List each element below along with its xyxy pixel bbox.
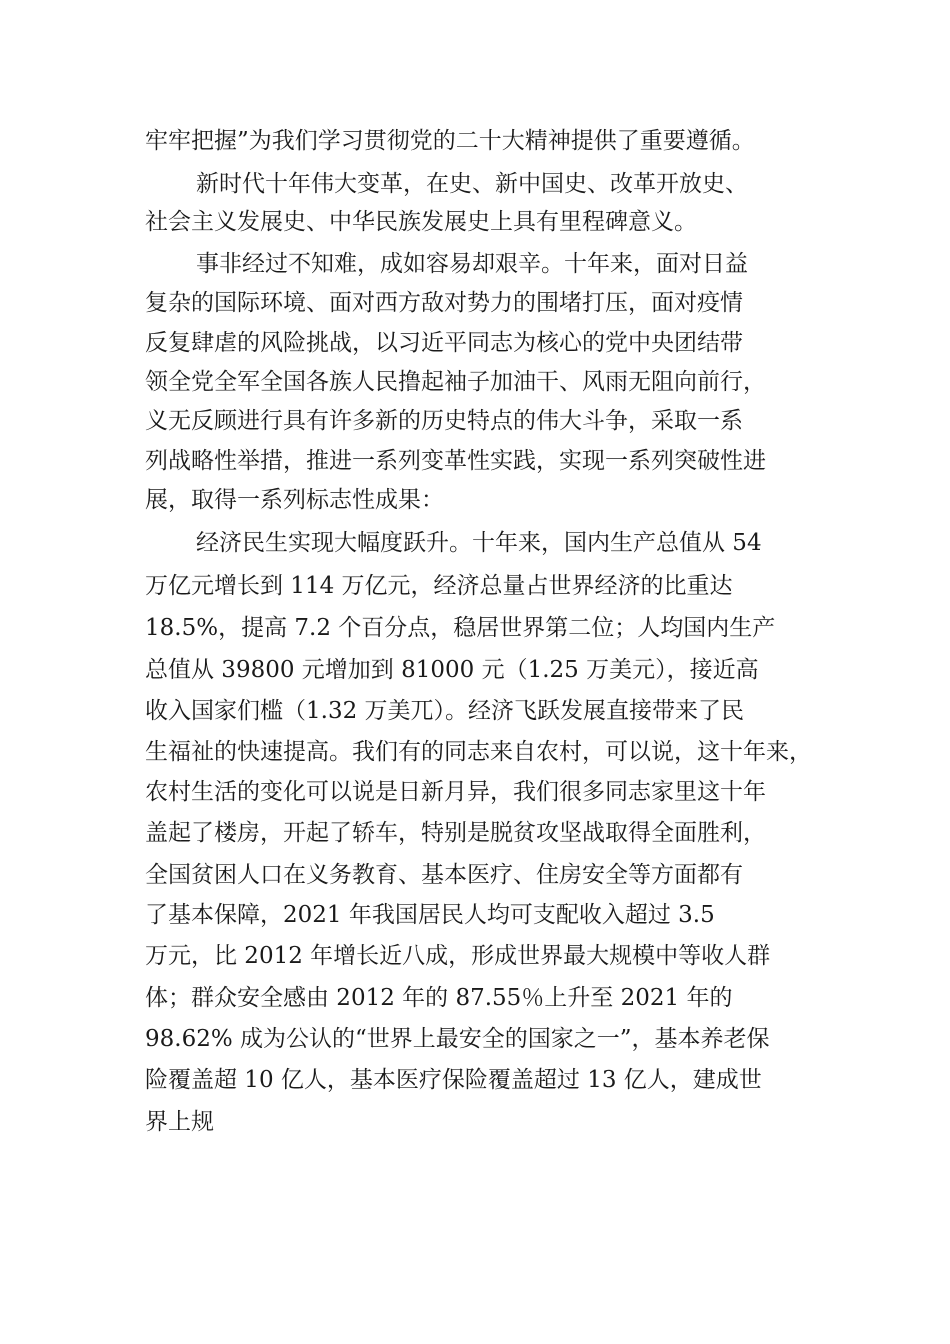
- text-line: 义无反顾进行具有许多新的历史特点的伟大斗争，采取一系: [145, 408, 743, 434]
- text-line: 收入国家们槛（1.32 万美兀）。经济飞跃发展直接带来了民: [145, 698, 745, 724]
- text-line: 经济民生实现大幅度跃升。十年来，国内生产总值从 54: [196, 530, 762, 556]
- text-line: 总值从 39800 元增加到 81000 元（1.25 万美元），接近高: [145, 657, 759, 683]
- text-line: 反复肆虐的风险挑战，以习近平同志为核心的党中央团结带: [145, 330, 743, 356]
- text-line: 全国贫困人口在义务教育、基本医疗、住房安全等方面都有: [145, 862, 743, 888]
- text-line: 牢牢把握”为我们学习贯彻党的二十大精神提供了重要遵循。: [145, 128, 755, 154]
- text-line: 万亿元增长到 114 万亿元，经济总量占世界经济的比重达: [145, 573, 733, 599]
- text-line: 98.62% 成为公认的“世界上最安全的国家之一”，基本养老保: [145, 1026, 770, 1052]
- text-line: 了基本保障，2021 年我国居民人均可支配收入超过 3.5: [145, 902, 715, 928]
- text-line: 体；群众安全感由 2012 年的 87.55％上升至 2021 年的: [145, 985, 733, 1011]
- text-line: 界上规: [145, 1109, 214, 1135]
- text-line: 列战略性举措，推进一系列变革性实践，实现一系列突破性进: [145, 448, 766, 474]
- text-line: 农村生活的变化可以说是日新月异，我们很多同志家里这十年: [145, 779, 766, 805]
- text-line: 复杂的国际环境、面对西方敌对势力的围堵打压，面对疫情: [145, 290, 743, 316]
- text-line: 社会主义发展史、中华民族发展史上具有里程碑意义。: [145, 209, 697, 235]
- text-line: 18.5%，提高 7.2 个百分点，稳居世界第二位；人均国内生产: [145, 615, 776, 641]
- text-line: 展，取得一系列标志性成果：: [145, 487, 444, 513]
- text-line: 险覆盖超 10 亿人，基本医疗保险覆盖超过 13 亿人，建成世: [145, 1067, 762, 1093]
- text-line: 万元，比 2012 年增长近八成，形成世界最大规模中等收人群: [145, 943, 771, 969]
- text-line: 事非经过不知难，成如容易却艰辛。十年来，面对日益: [196, 251, 748, 277]
- text-line: 盖起了楼房，开起了轿车，特别是脱贫攻坚战取得全面胜利，: [145, 820, 766, 846]
- text-line: 领全党全军全国各族人民撸起袖子加油干、风雨无阻向前行，: [145, 369, 766, 395]
- text-line: 新时代十年伟大变革，在史、新中国史、改革开放史、: [196, 171, 748, 197]
- text-line: 生福祉的快速提高。我们有的同志来自农村，可以说，这十年来，: [145, 739, 812, 765]
